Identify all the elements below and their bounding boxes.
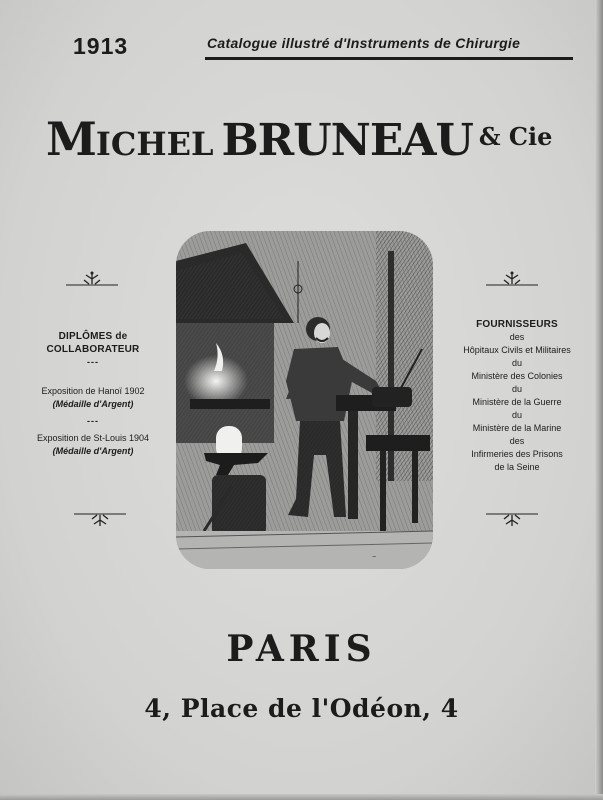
catalogue-title: Catalogue illustré d'Instruments de Chirurgie — [207, 35, 521, 51]
catalogue-year: 1913 — [73, 33, 129, 59]
suppliers-line: du — [511, 410, 522, 420]
fleuron-ornament-icon — [484, 508, 540, 530]
suppliers-line: des — [509, 436, 525, 446]
header-rule — [205, 57, 573, 60]
fleuron-ornament-icon — [72, 508, 128, 530]
street-address: 4, Place de l'Odéon, 4 — [144, 694, 459, 723]
firm-michel-initial: M — [46, 112, 96, 166]
separator: --- — [87, 416, 99, 426]
suppliers-line: du — [511, 358, 522, 368]
blacksmith-engraving — [176, 231, 433, 569]
exhibition-st-louis: Exposition de St-Louis 1904 — [36, 433, 150, 443]
diplomas-heading: DIPLÔMES de COLLABORATEUR — [46, 331, 140, 355]
page-edge-shadow — [0, 794, 603, 800]
suppliers-line: Infirmeries des Prisons — [471, 449, 563, 459]
fleuron-ornament-icon — [484, 270, 540, 292]
city-title: PARIS — [226, 628, 377, 670]
suppliers-line: Ministère de la Guerre — [472, 397, 562, 407]
engraver-signature: ~ — [372, 554, 377, 561]
medal-hanoi: (Médaille d'Argent) — [52, 399, 134, 409]
suppliers-column — [436, 318, 598, 474]
suppliers-line: Ministère des Colonies — [471, 371, 563, 381]
firm-name — [46, 112, 586, 166]
separator: --- — [87, 357, 99, 367]
suppliers-line: Ministère de la Marine — [472, 423, 562, 433]
medal-st-louis: (Médaille d'Argent) — [52, 446, 134, 456]
fleuron-ornament-icon — [64, 270, 120, 292]
suppliers-heading: FOURNISSEURS — [476, 319, 558, 330]
exhibition-hanoi: Exposition de Hanoï 1902 — [41, 386, 145, 396]
suppliers-line: de la Seine — [494, 462, 540, 472]
firm-surname: BRUNEAU — [221, 115, 473, 166]
suppliers-line: des — [509, 332, 525, 342]
firm-michel-rest: ICHEL — [95, 125, 214, 163]
suppliers-line: Hôpitaux Civils et Militaires — [463, 345, 571, 355]
diplomas-column — [18, 330, 168, 458]
firm-company-suffix: & Cie — [478, 122, 553, 151]
suppliers-line: du — [511, 384, 522, 394]
